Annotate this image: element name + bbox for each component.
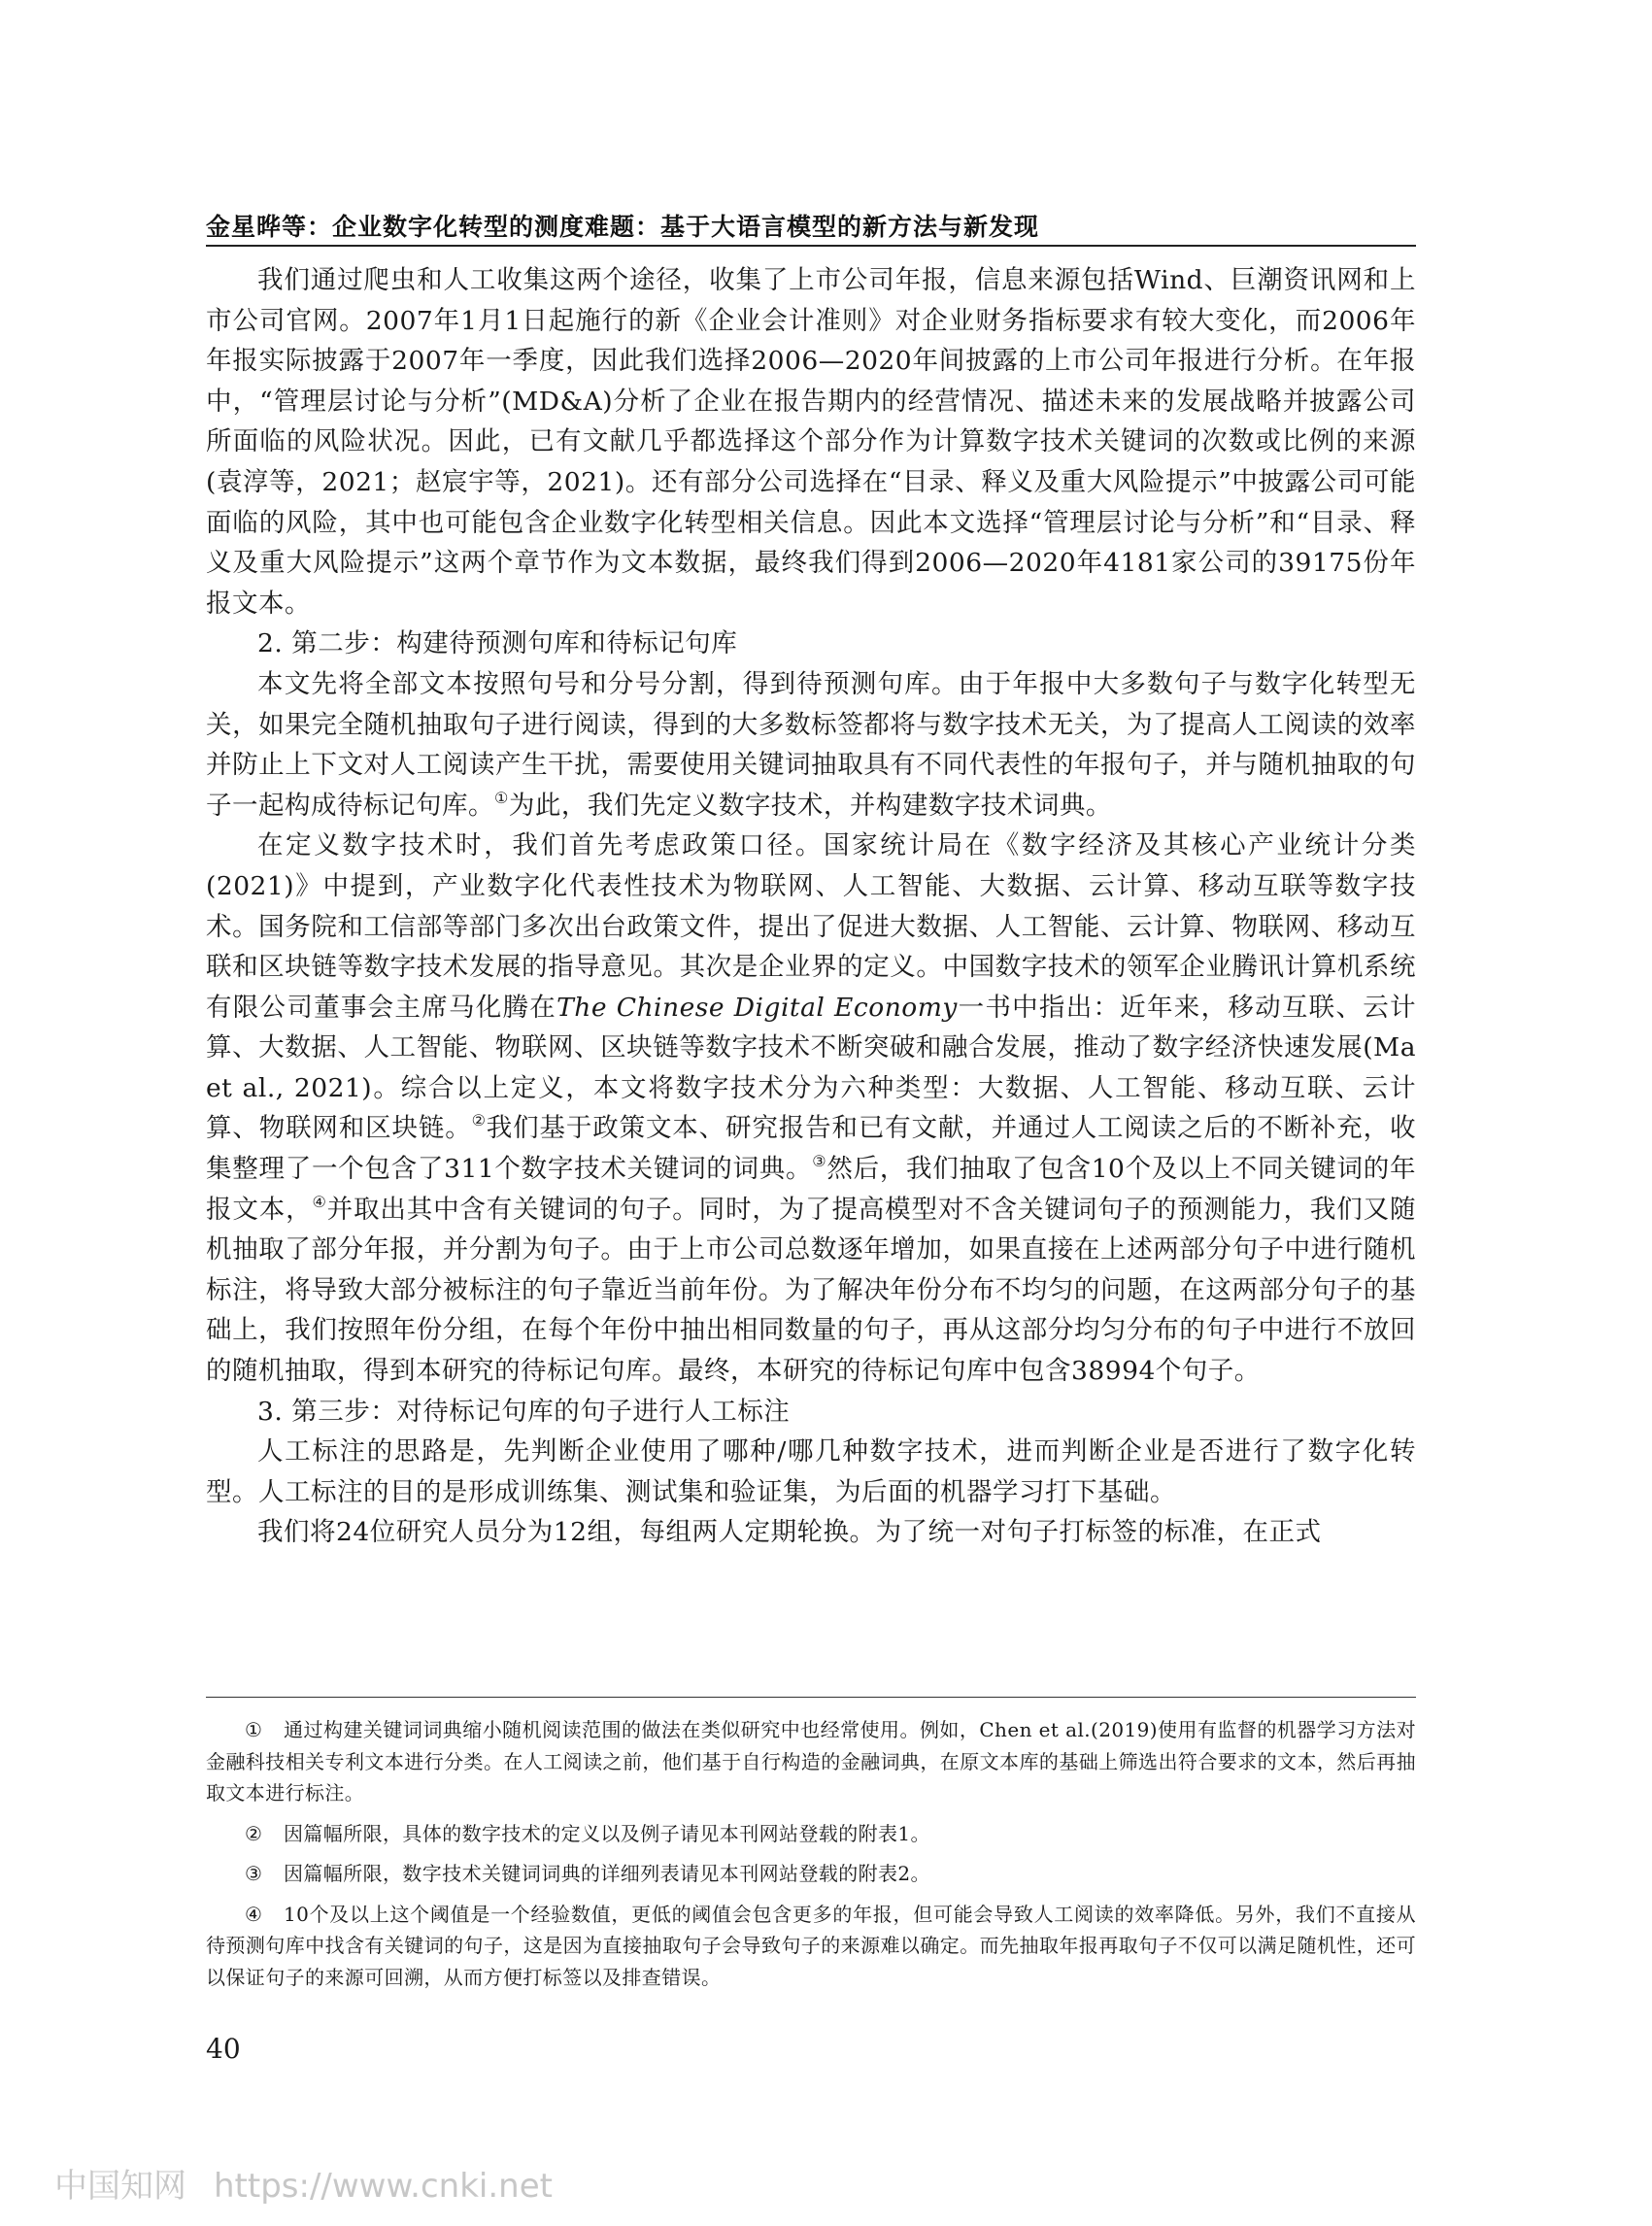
footnote-text: 因篇幅所限，数字技术关键词词典的详细列表请见本刊网站登载的附表2。 xyxy=(284,1862,930,1885)
section-heading-step-2: 2. 第二步：构建待预测句库和待标记句库 xyxy=(257,628,738,659)
footnote-text: 因篇幅所限，具体的数字技术的定义以及例子请见本刊网站登载的附表1。 xyxy=(284,1821,930,1845)
header-rule xyxy=(206,245,1416,247)
paragraph-text: 然后，我们抽取了包含10个及以上不同关键词的年报文本， xyxy=(206,1154,1416,1225)
main-text xyxy=(206,260,1416,1553)
footnote-text: 10个及以上这个阈值是一个经验数值，更低的阈值会包含更多的年报，但可能会导致人工阅读的效率降低。另外，我们不直接从待预测句库中找含有关键词的句子，这是因为直接抽取句子会导致句子的来源难以确定。而先抽取年报再取句子不仅可以满足随机性，还可以保证句子的来源可回溯，从而方便打标签以及排查错误。 xyxy=(206,1902,1416,1989)
page-number: 40 xyxy=(206,2033,241,2065)
footnote-ref-1[interactable]: ① xyxy=(494,788,509,807)
paragraph-text: 本文先将全部文本按照句号和分号分割，得到待预测句库。由于年报中大多数句子与数字化转型无关，如果完全随机抽取句子进行阅读，得到的大多数标签都将与数字技术无关，为了提高人工阅读的效率并防止上下文对人工阅读产生干扰，需要使用关键词抽取具有不同代表性的年报句子，并与随机抽取的句子一起构成待标记句库。 xyxy=(206,668,1416,821)
footnotes xyxy=(206,1714,1416,2002)
footnote-4 xyxy=(206,1899,1416,1994)
paragraph-text: 并取出其中含有关键词的句子。同时，为了提高模型对不含关键词句子的预测能力，我们又随机抽取了部分年报，并分割为句子。由于上市公司总数逐年增加，如果直接在上述两部分句子中进行随机标注，将导致大部分被标注的句子靠近当前年份。为了解决年份分布不均匀的问题，在这两部分句子的基础上，我们按照年份分组，在每个年份中抽出相同数量的句子，再从这部分均匀分布的句子中进行不放回的随机抽取，得到本研究的待标记句库。最终，本研究的待标记句库中包含38994个句子。 xyxy=(206,1194,1417,1387)
paragraph-manual-labeling: 人工标注的思路是，先判断企业使用了哪种/哪几种数字技术，进而判断企业是否进行了数字化转型。人工标注的目的是形成训练集、测试集和验证集，为后面的机器学习打下基础。 xyxy=(206,1436,1416,1507)
paragraph-text: 在定义数字技术时，我们首先考虑政策口径。国家统计局在《数字经济及其核心产业统计分类(2021)》中提到，产业数字化代表性技术为物联网、人工智能、大数据、云计算、移动互联等数字技术。国务院和工信部等部门多次出台政策文件，提出了促进大数据、人工智能、云计算、物联网、移动互联和区块链等数字技术发展的指导意见。其次是企业界的定义。中国数字技术的领军企业腾讯计算机系统有限公司董事会主席马化腾在 xyxy=(206,830,1416,1023)
cnki-watermark xyxy=(54,2159,553,2207)
footnote-marker: ③ xyxy=(245,1862,263,1885)
watermark-brand: 中国知网 xyxy=(54,2167,186,2206)
footnote-text: 通过构建关键词词典缩小随机阅读范围的做法在类似研究中也经常使用。例如，Chen et al.(2019)使用有监督的机器学习方法对金融科技相关专利文本进行分类。在人工阅读之前，他们基于自行构造的金融词典，在原文本库的基础上筛选出符合要求的文本，然后再抽取文本进行标注。 xyxy=(206,1718,1416,1804)
footnote-marker: ② xyxy=(245,1821,263,1845)
paragraph-research-team: 我们将24位研究人员分为12组，每组两人定期轮换。为了统一对句子打标签的标准，在正式 xyxy=(257,1517,1322,1548)
book-title: The Chinese Digital Economy xyxy=(556,992,958,1023)
footnote-2 xyxy=(206,1818,1416,1850)
running-title: 金星晔等：企业数字化转型的测度难题：基于大语言模型的新方法与新发现 xyxy=(206,213,1040,241)
paragraph-text: 我们基于政策文本、研究报告和已有文献，并通过人工阅读之后的不断补充，收集整理了一个包含了311个数字技术关键词的词典。 xyxy=(206,1113,1417,1185)
paragraph-text: 一书中指出：近年来，移动互联、云计算、大数据、人工智能、物联网、区块链等数字技术不断突破和融合发展，推动了数字经济快速发展(Ma et al., 2021)。综合以上定义，本文将数字技术分为六种类型：大数据、人工智能、移动互联、云计算、物联网和区块链。 xyxy=(206,992,1416,1144)
paragraph-sentence-library xyxy=(206,664,1416,826)
footnote-rule xyxy=(206,1697,1416,1698)
footnote-3 xyxy=(206,1858,1416,1890)
footnote-ref-4[interactable]: ④ xyxy=(312,1192,327,1211)
paragraph-digital-tech-definition xyxy=(206,826,1416,1391)
watermark-url[interactable]: https://www.cnki.net xyxy=(214,2167,553,2206)
footnote-ref-3[interactable]: ③ xyxy=(812,1151,827,1170)
section-heading-step-3: 3. 第三步：对待标记句库的句子进行人工标注 xyxy=(257,1396,791,1427)
paragraph-text: 为此，我们先定义数字技术，并构建数字技术词典。 xyxy=(508,790,1112,821)
footnote-marker: ① xyxy=(245,1718,263,1741)
paragraph-data-sources: 我们通过爬虫和人工收集这两个途径，收集了上市公司年报，信息来源包括Wind、巨潮资讯网和上市公司官网。2007年1月1日起施行的新《企业会计准则》对企业财务指标要求有较大变化，而2006年年报实际披露于2007年一季度，因此我们选择2006—2020年间披露的上市公司年报进行分析。在年报中，“管理层讨论与分析”(MD&A)分析了企业在报告期内的经营情况、描述未来的发展战略并披露公司所面临的风险状况。因此，已有文献几乎都选择这个部分作为计算数字技术关键词的次数或比例的来源(袁淳等，2021；赵宸宇等，2021)。还有部分公司选择在“目录、释义及重大风险提示”中披露公司可能面临的风险，其中也可能包含企业数字化转型相关信息。因此本文选择“管理层讨论与分析”和“目录、释义及重大风险提示”这两个章节作为文本数据，最终我们得到2006—2020年4181家公司的39175份年报文本。 xyxy=(206,265,1416,619)
footnote-ref-2[interactable]: ② xyxy=(471,1111,487,1130)
footnote-marker: ④ xyxy=(245,1902,263,1926)
footnote-1 xyxy=(206,1714,1416,1809)
